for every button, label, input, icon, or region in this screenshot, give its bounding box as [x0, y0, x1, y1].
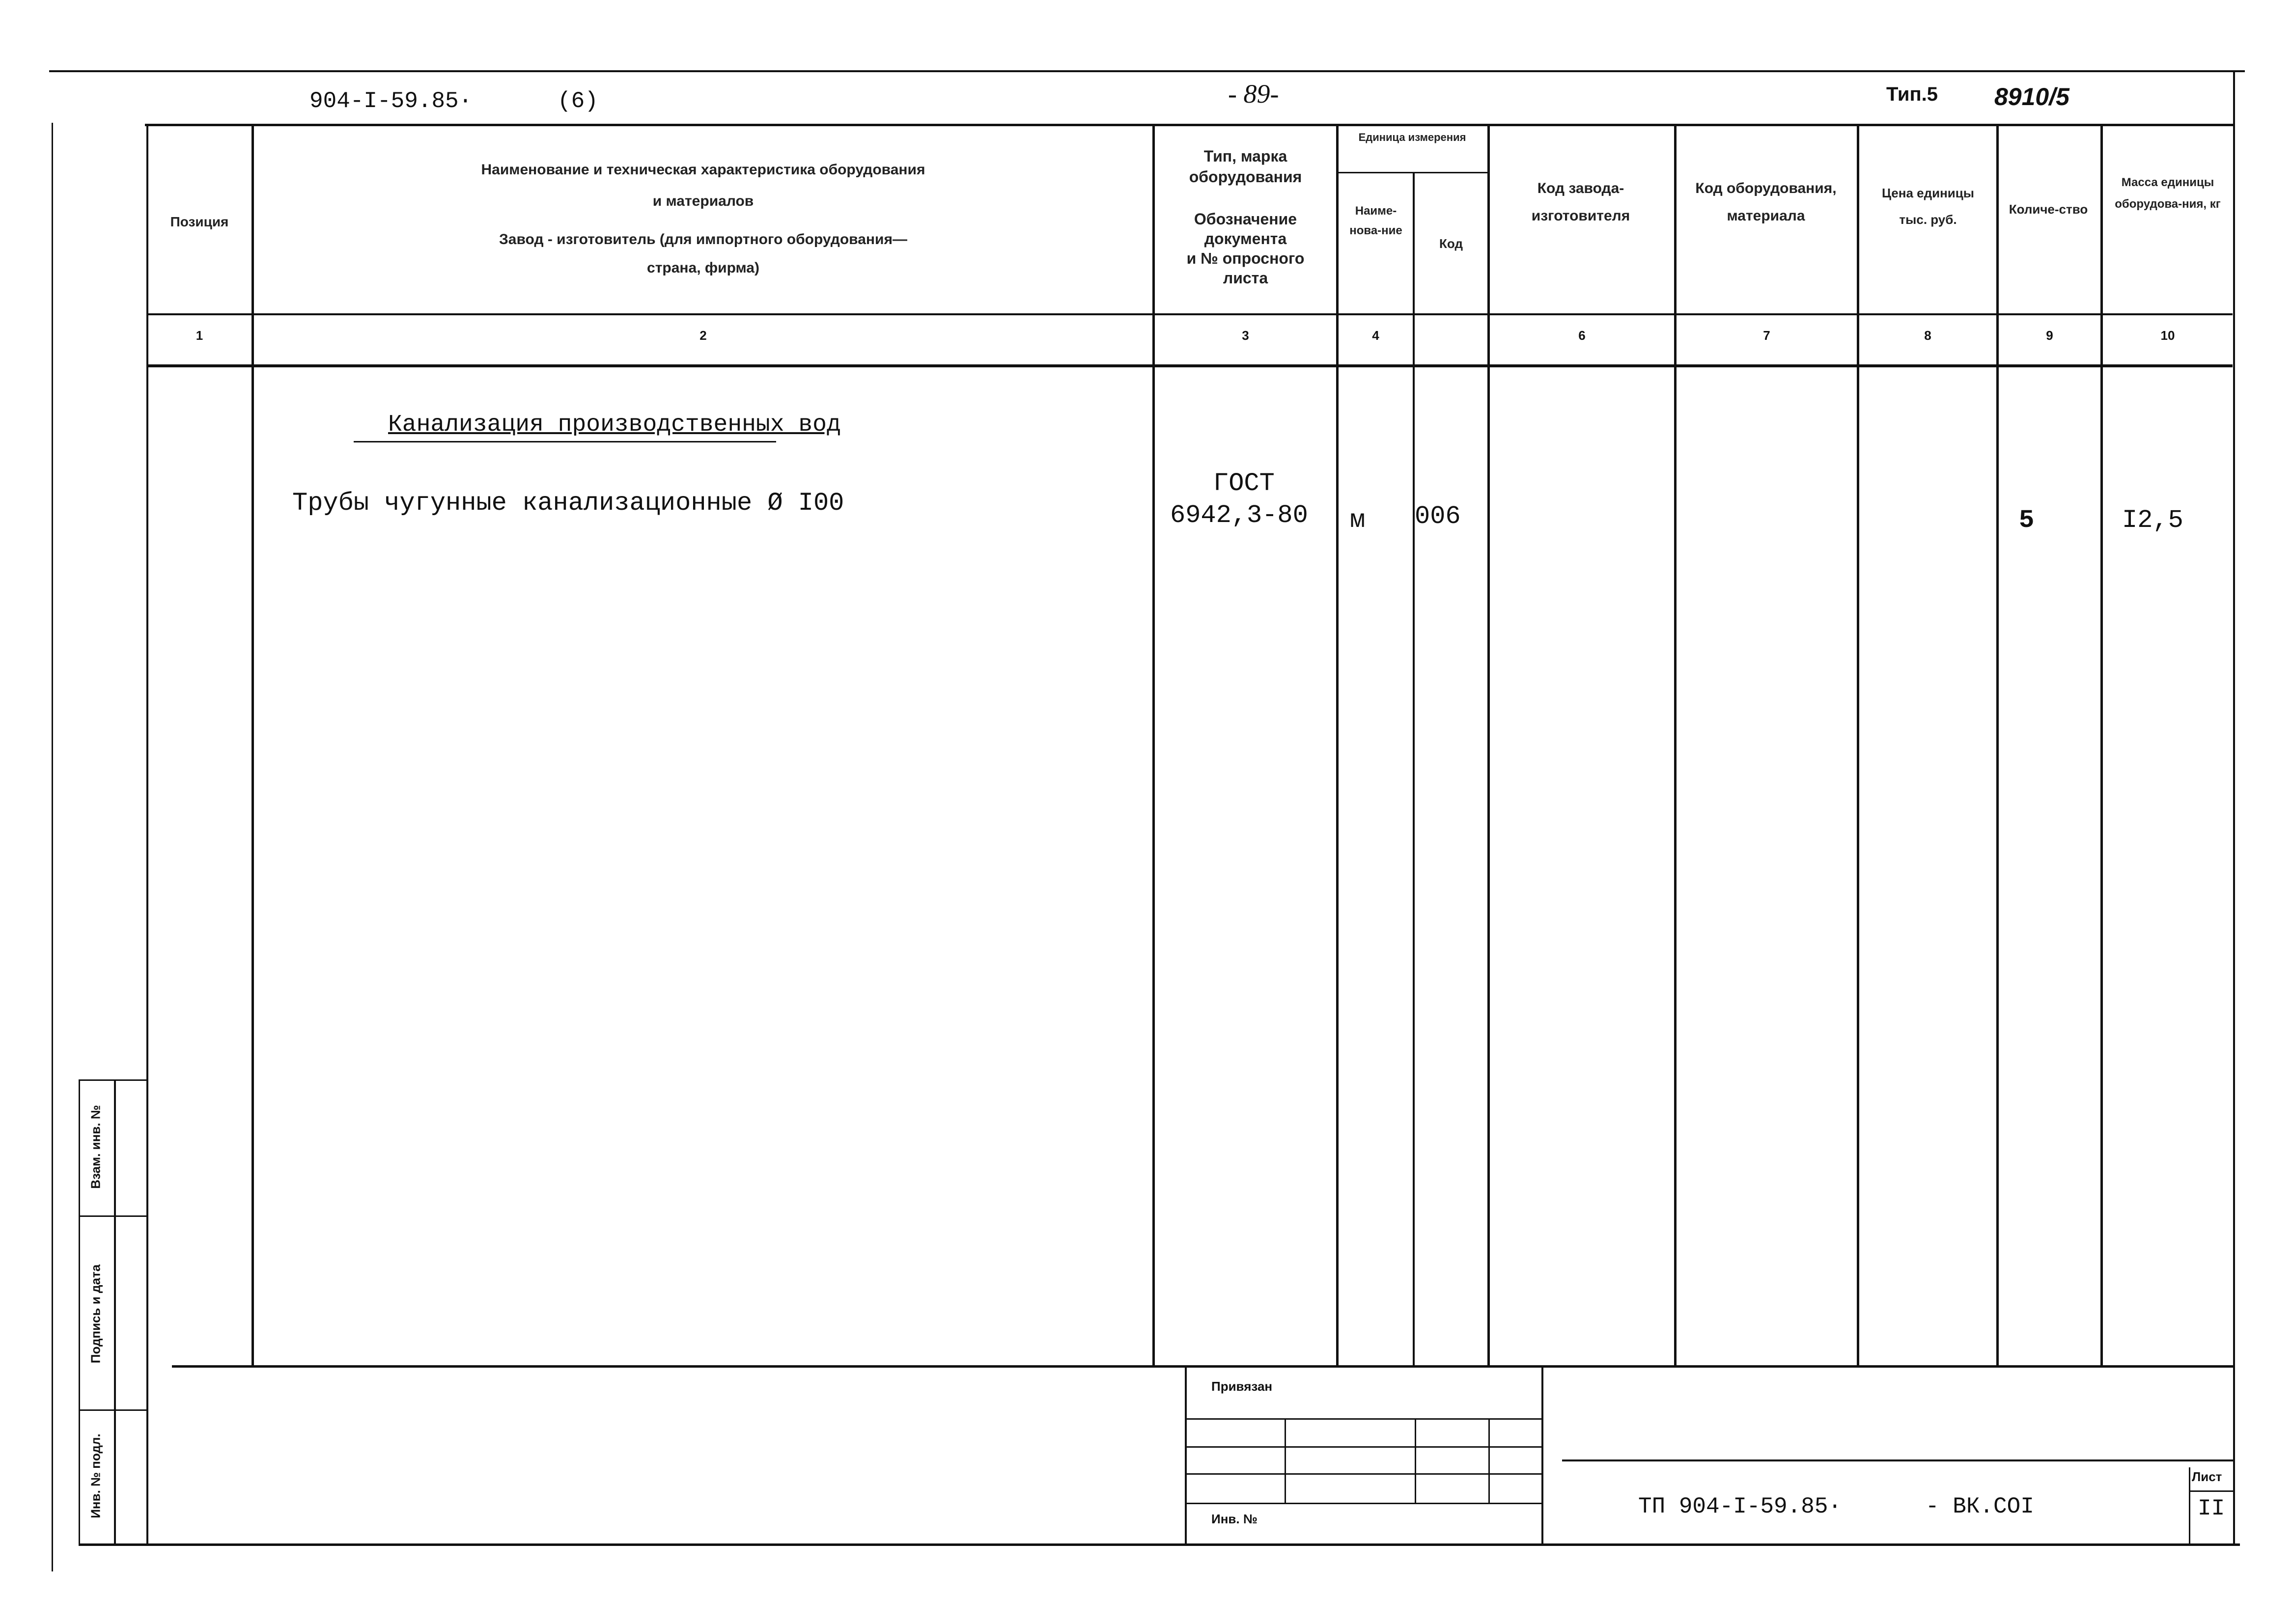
- header-type-line6: листа: [1223, 269, 1268, 287]
- side-strip-div2: [79, 1409, 147, 1411]
- item-quantity: 5: [2019, 506, 2035, 535]
- stamp-mid-line: [1541, 1365, 1543, 1544]
- item-mass: I2,5: [2122, 506, 2183, 535]
- col-num-8: 8: [1924, 328, 1931, 343]
- header-plant-code: Код завода-изготовителя: [1531, 180, 1630, 224]
- doc-suffix: - ВК.COI: [1926, 1494, 2034, 1519]
- section-title: Канализация производственных вод: [388, 412, 841, 438]
- item-type-line1: ГОСТ: [1213, 469, 1275, 498]
- header-mass: Масса единицы оборудова-ния, кг: [2115, 176, 2221, 211]
- header-quantity: Количе-ство: [2009, 202, 2088, 217]
- header-equip-code: Код оборудования, материала: [1695, 180, 1837, 224]
- stamp-vert-a: [1285, 1418, 1286, 1503]
- sheet-box-left: [2189, 1467, 2190, 1544]
- frame-right: [2233, 70, 2235, 1544]
- frame-bottom: [79, 1543, 2240, 1546]
- side-strip-right: [114, 1079, 116, 1544]
- sheet-number: II: [2198, 1496, 2225, 1521]
- binding-line: [52, 123, 53, 1571]
- header-name-line2: и материалов: [652, 193, 754, 209]
- header-position: Позиция: [170, 214, 229, 229]
- table-top-line: [145, 124, 2235, 126]
- item-unit: м: [1350, 506, 1366, 535]
- body-bottom-line: [172, 1365, 2235, 1368]
- col-num-9: 9: [2046, 328, 2053, 343]
- col-num-1: 1: [196, 328, 203, 343]
- header-type-line4: документа: [1204, 230, 1287, 248]
- stamp-vert-c: [1488, 1418, 1490, 1503]
- sheet-box-mid: [2189, 1490, 2235, 1492]
- item-type-line2: 6942,3-80: [1170, 501, 1308, 530]
- col-line-6: [1674, 125, 1677, 1368]
- header-unit-group: Единица измерения: [1358, 131, 1466, 143]
- stamp-left-line: [1185, 1365, 1187, 1544]
- col-line-9: [2100, 125, 2103, 1368]
- side-label-inventory: Инв. № подл.: [88, 1433, 103, 1518]
- side-label-signature: Подпись и дата: [88, 1264, 103, 1364]
- sheet-label: Лист: [2192, 1469, 2222, 1484]
- header-type-line2: оборудования: [1189, 168, 1302, 186]
- header-unit-name: Наиме-нова-ние: [1349, 204, 1402, 237]
- col-line-1: [252, 125, 254, 1368]
- header-type-line3: Обозначение: [1194, 210, 1297, 228]
- stamp-number: 8910/5: [1994, 83, 2069, 110]
- doc-code: 904-I-59.85·: [309, 88, 473, 114]
- item-unit-code: 006: [1415, 502, 1461, 531]
- col-num-10: 10: [2160, 328, 2175, 343]
- header-bottom-line: [147, 313, 2233, 315]
- title-block-top-line: [1562, 1459, 2235, 1461]
- col-line-8: [1996, 125, 1999, 1368]
- frame-top: [49, 70, 2245, 72]
- type-stamp: Тип.5: [1886, 83, 1938, 105]
- variant-label: (6): [558, 88, 598, 114]
- stamp-vert-b: [1415, 1418, 1416, 1503]
- col-num-2: 2: [699, 328, 707, 343]
- col-num-7: 7: [1763, 328, 1770, 343]
- header-name-line3: Завод - изготовитель (для импортного оборудования—: [499, 231, 907, 248]
- col-line-4: [1413, 172, 1415, 1368]
- header-name-line4: страна, фирма): [647, 260, 759, 276]
- header-type-line5: и № опросного: [1186, 249, 1305, 267]
- header-unit-code: Код: [1439, 236, 1463, 251]
- col-num-4: 4: [1372, 328, 1379, 343]
- col-line-7: [1857, 125, 1859, 1368]
- col-line-3: [1336, 125, 1339, 1368]
- colnum-bottom-line: [147, 364, 2233, 367]
- stamp-attached-label: Привязан: [1211, 1379, 1273, 1394]
- col-line-2: [1152, 125, 1155, 1368]
- stamp-sub-line4: [1185, 1503, 1543, 1504]
- doc-title: ТП 904-I-59.85·: [1638, 1494, 1842, 1519]
- header-price: Цена единицы тыс. руб.: [1882, 186, 1974, 227]
- side-strip-left: [79, 1079, 80, 1544]
- col-num-6: 6: [1578, 328, 1586, 343]
- section-underline: [354, 441, 776, 442]
- unit-group-line: [1337, 172, 1488, 173]
- col-num-3: 3: [1242, 328, 1249, 343]
- col-line-5: [1487, 125, 1490, 1368]
- stamp-inv-label: Инв. №: [1211, 1512, 1258, 1526]
- page-number: - 89-: [1228, 79, 1279, 109]
- header-type-line1: Тип, марка: [1203, 147, 1287, 165]
- side-label-replaced: Взам. инв. №: [88, 1105, 103, 1189]
- header-name-line1: Наименование и техническая характеристика оборудования: [481, 162, 925, 178]
- side-strip-div1: [79, 1215, 147, 1217]
- item-name: Трубы чугунные канализационные Ø I00: [292, 489, 844, 518]
